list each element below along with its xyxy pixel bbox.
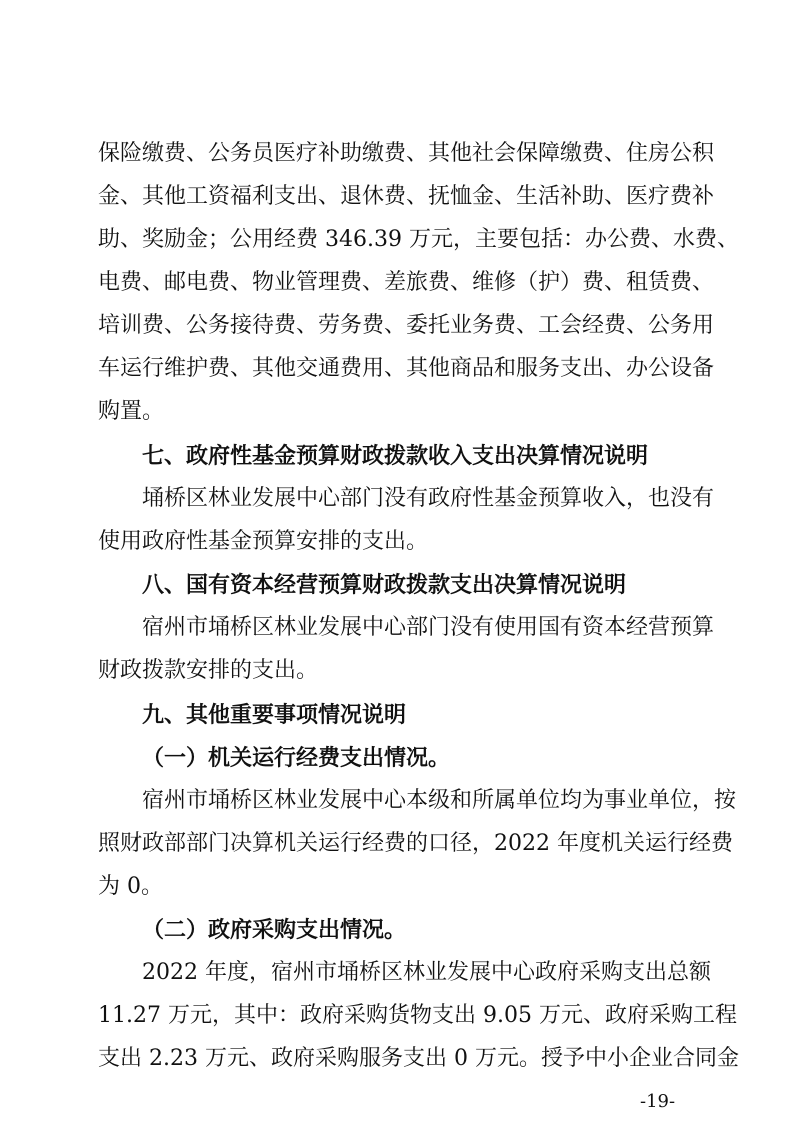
page-number: -19-: [640, 1091, 676, 1112]
subsection-heading-1: （一）机关运行经费支出情况。: [142, 745, 451, 771]
body-text-line: 电费、邮电费、物业管理费、差旅费、维修（护）费、租赁费、: [98, 270, 715, 295]
body-text-line: 宿州市埇桥区林业发展中心部门没有使用国有资本经营预算: [142, 615, 715, 640]
body-text-line: 培训费、公务接待费、劳务费、委托业务费、工会经费、公务用: [98, 313, 715, 338]
body-text-line: 为 0。: [98, 874, 163, 899]
body-text-line: 支出 2.23 万元、政府采购服务支出 0 万元。授予中小企业合同金: [98, 1046, 739, 1071]
body-text-line: 2022 年度，宿州市埇桥区林业发展中心政府采购支出总额: [142, 960, 711, 985]
body-text-line: 购置。: [98, 399, 165, 424]
body-text-line: 11.27 万元，其中：政府采购货物支出 9.05 万元、政府采购工程: [98, 1003, 737, 1028]
body-text-line: 助、奖励金；公用经费 346.39 万元，主要包括：办公费、水费、: [98, 227, 739, 252]
section-heading-8: 八、国有资本经营预算财政拨款支出决算情况说明: [142, 572, 627, 598]
section-heading-7: 七、政府性基金预算财政拨款收入支出决算情况说明: [142, 443, 649, 469]
body-text-line: 宿州市埇桥区林业发展中心本级和所属单位均为事业单位，按: [142, 788, 737, 813]
body-text-line: 埇桥区林业发展中心部门没有政府性基金预算收入，也没有: [142, 486, 715, 511]
body-text-line: 保险缴费、公务员医疗补助缴费、其他社会保障缴费、住房公积: [98, 141, 715, 166]
section-heading-9: 九、其他重要事项情况说明: [142, 702, 407, 728]
body-text-line: 照财政部部门决算机关运行经费的口径，2022 年度机关运行经费: [98, 831, 733, 856]
body-text-line: 财政拨款安排的支出。: [98, 658, 319, 683]
body-text-line: 车运行维护费、其他交通费用、其他商品和服务支出、办公设备: [98, 356, 715, 381]
subsection-heading-2: （二）政府采购支出情况。: [142, 917, 407, 943]
body-text-line: 使用政府性基金预算安排的支出。: [98, 529, 429, 554]
body-text-line: 金、其他工资福利支出、退休费、抚恤金、生活补助、医疗费补: [98, 184, 715, 209]
